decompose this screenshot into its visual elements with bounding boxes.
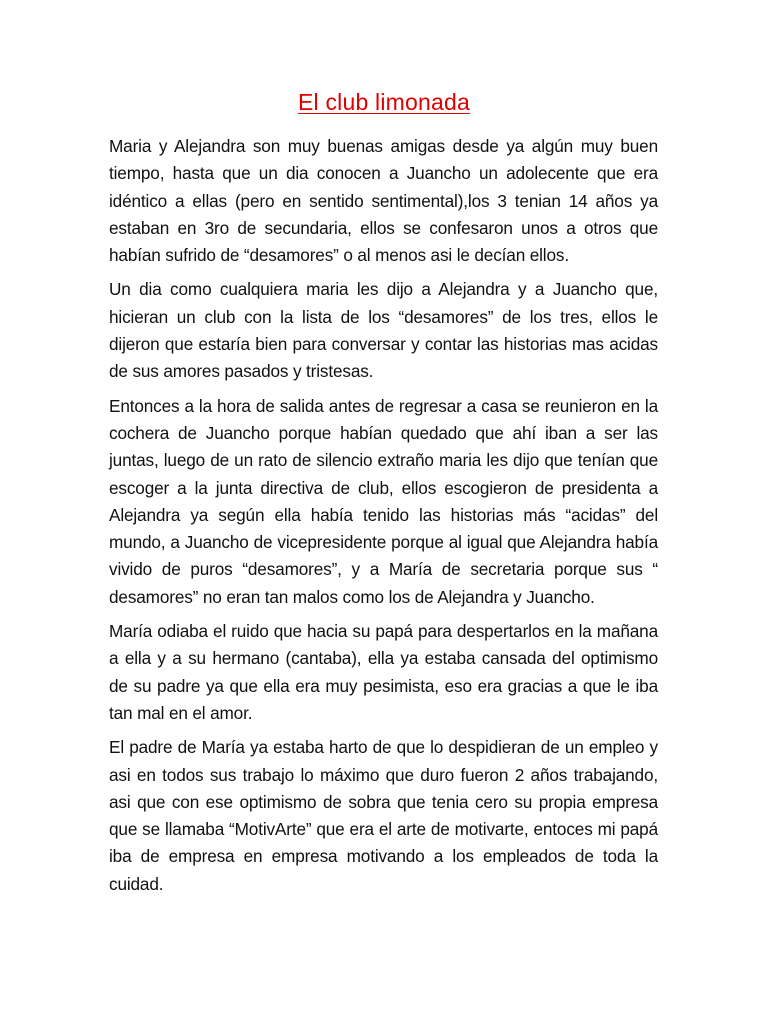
paragraph-2: Un dia como cualquiera maria les dijo a Alejandra y a Juancho que, hicieran un club con la lista de los “desamores” de los tres, ellos le dijeron que estaría bien para conversar y contar las historias mas acidas de sus amores pasados y tristesas. bbox=[109, 279, 658, 382]
document-body bbox=[109, 133, 658, 905]
paragraph-1: Maria y Alejandra son muy buenas amigas desde ya algún muy buen tiempo, hasta que un dia conocen a Juancho un adolecente que era idéntico a ellas (pero en sentido sentimental),los 3 tenian 14 años ya estaban en 3ro de secundaria, ellos se confesaron unos a otros que habían sufrido de “desamores” o al menos asi le decían ellos. bbox=[109, 136, 658, 266]
paragraph-3: Entonces a la hora de salida antes de regresar a casa se reunieron en la cochera de Juancho porque habían quedado que ahí iban a ser las juntas, luego de un rato de silencio extraño maria les dijo que tenían que escoger a la junta directiva de club, ellos escogieron de presidenta a Alejandra ya según ella había tenido las historias más “acidas” del mundo, a Juancho de vicepresidente porque al igual que Alejandra había vivido de puros “desamores”, y a María de secretaria porque sus “ desamores” no eran tan malos como los de Alejandra y Juancho. bbox=[109, 395, 658, 607]
paragraph-5: El padre de María ya estaba harto de que lo despidieran de un empleo y asi en todos sus trabajo lo máximo que duro fueron 2 años trabajando, asi que con ese optimismo de sobra que tenia cero su propia empresa que se llamaba “MotivArte” que era el arte de motivarte, entoces mi papá iba de empresa en empresa motivando a los empleados de toda la cuidad. bbox=[109, 737, 658, 894]
document-title: El club limonada bbox=[298, 89, 470, 115]
paragraph-4: María odiaba el ruido que hacia su papá para despertarlos en la mañana a ella y a su hermano (cantaba), ella ya estaba cansada del optimismo de su padre ya que ella era muy pesimista, eso era gracias a que le iba tan mal en el amor. bbox=[109, 621, 658, 723]
